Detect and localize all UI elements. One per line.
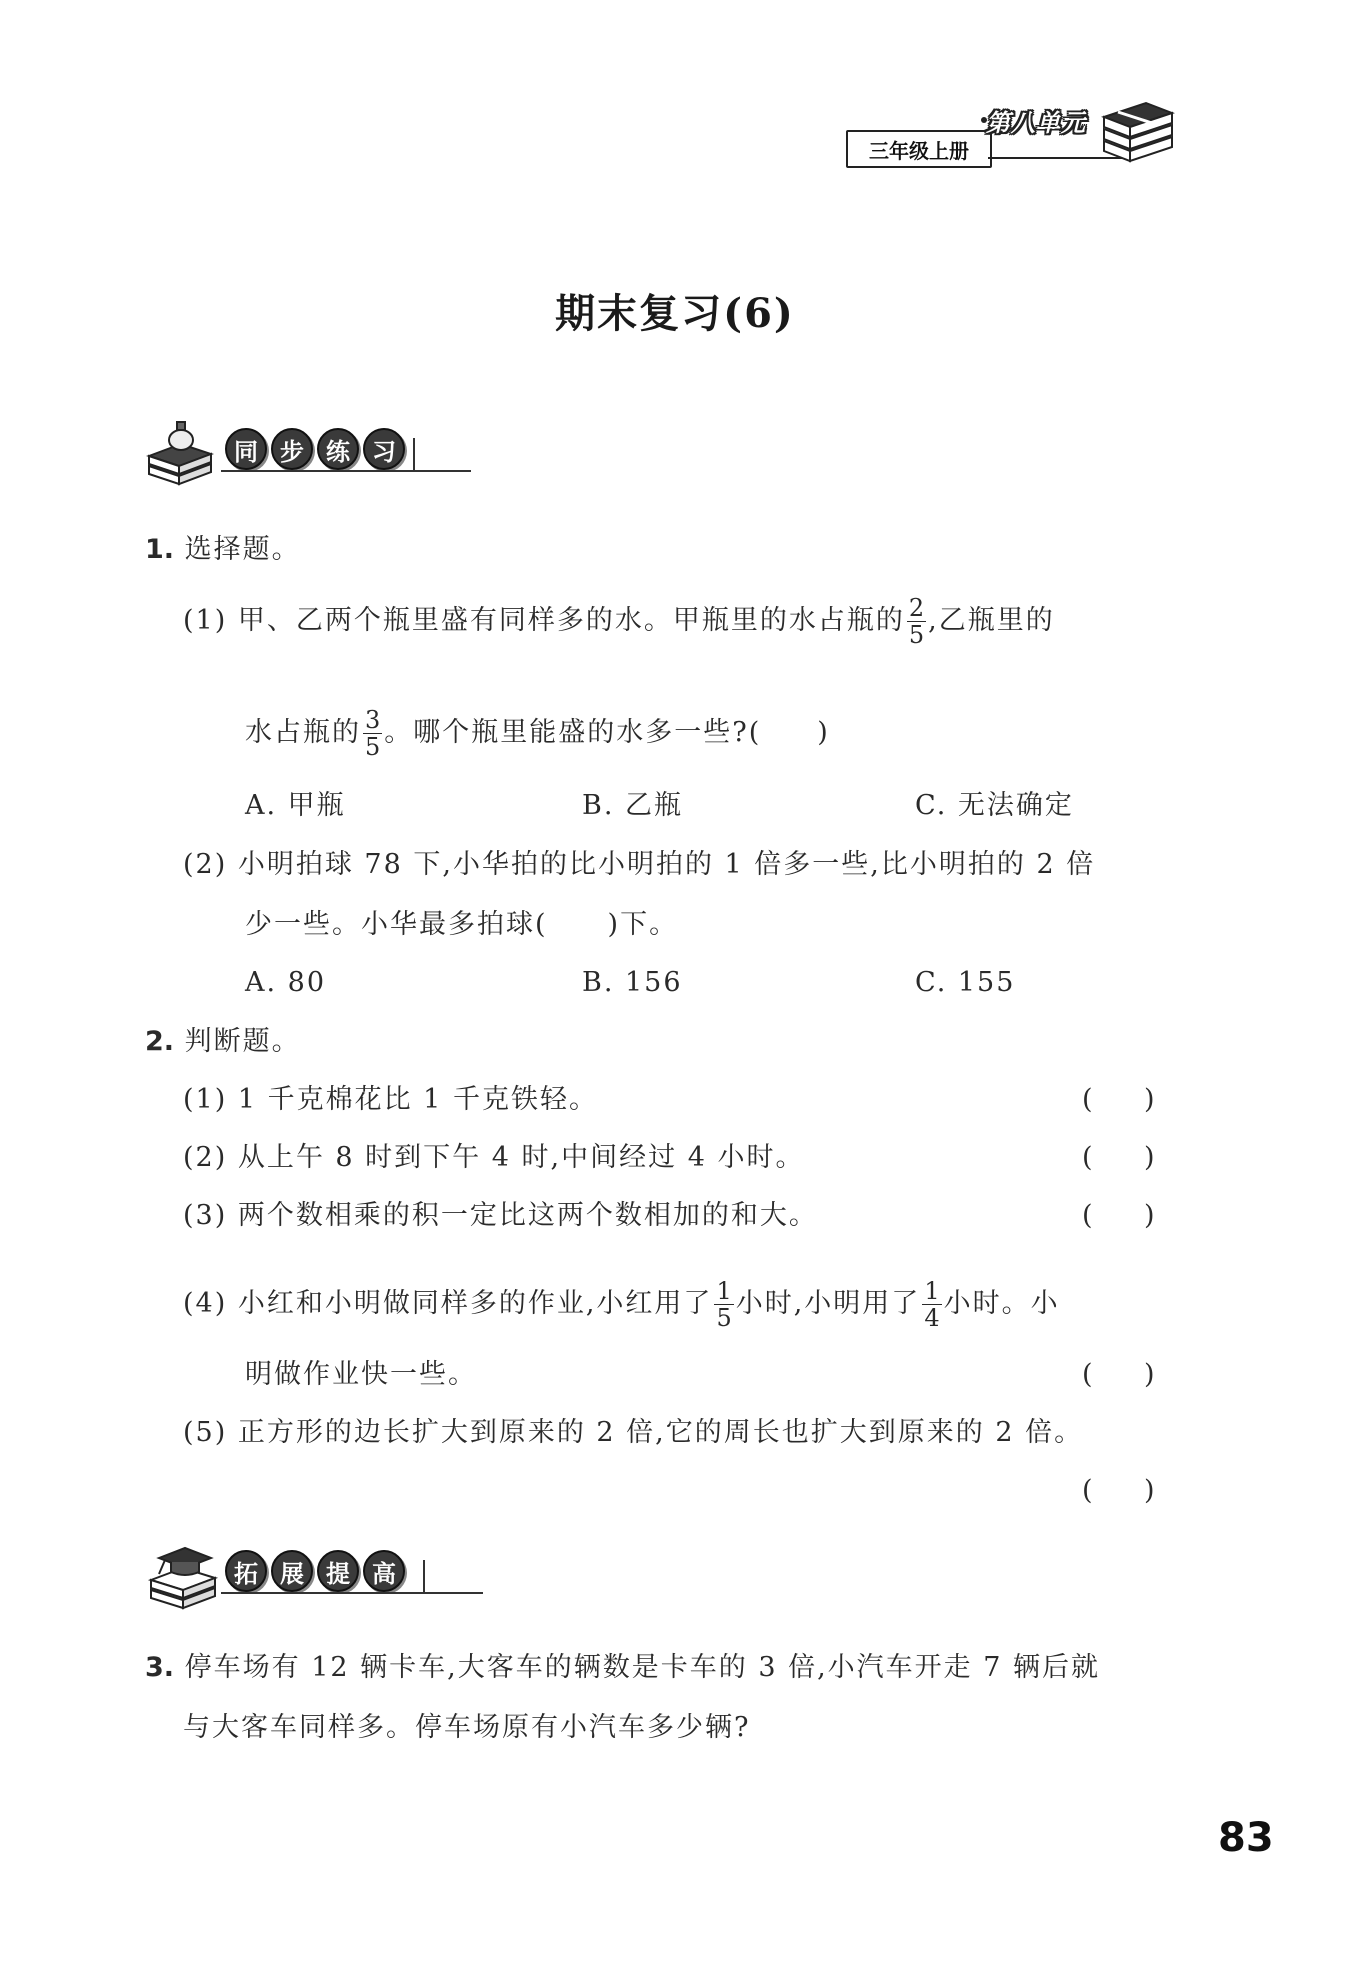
q3-text-b: 与大客车同样多。停车场原有小汽车多少辆? (183, 1712, 751, 1743)
books-icon (1096, 95, 1176, 165)
page-number: 83 (1218, 1815, 1274, 1861)
q2-item-label: (2) (183, 1142, 228, 1173)
section-char: 提 (317, 1550, 359, 1592)
page-title: 期末复习(6) (555, 290, 795, 337)
frac-num: 1 (924, 1277, 940, 1305)
paren-close: ) (1144, 1142, 1155, 1173)
q2-item4-text-c: 小时。小 (943, 1288, 1060, 1319)
frac-num: 3 (365, 706, 381, 734)
fraction-2-5 (907, 595, 926, 648)
q2-item-2 (183, 1138, 804, 1178)
books-lamp-icon (145, 418, 225, 488)
frac-num: 2 (908, 594, 925, 622)
section-char: 练 (317, 428, 359, 470)
paren-close: ) (1144, 1359, 1155, 1390)
q2-item-label: (3) (183, 1200, 228, 1231)
banner-endcap (423, 1560, 425, 1594)
answer-paren[interactable] (1082, 1080, 1155, 1120)
q1-sub2-option-c[interactable]: C. 155 (915, 967, 1016, 998)
grade-label: 三年级上册 (846, 130, 992, 168)
frac-den: 5 (716, 1304, 732, 1332)
q1-sub2-text-c: )下。 (607, 909, 679, 940)
q1-sub1-text-e: ) (817, 717, 830, 748)
answer-paren[interactable] (1082, 1196, 1155, 1236)
section-title-extension (225, 1550, 405, 1592)
section-char: 拓 (225, 1550, 267, 1592)
section-char: 步 (271, 428, 313, 470)
section-char: 高 (363, 1550, 405, 1592)
q2-item-4-line2 (245, 1355, 477, 1395)
paren-close: ) (1144, 1084, 1155, 1115)
frac-den: 5 (365, 733, 381, 761)
paren-open: ( (1082, 1142, 1093, 1173)
q1-sub2-text-a: 小明拍球 78 下,小华拍的比小明拍的 1 倍多一些,比小明拍的 2 倍 (237, 849, 1096, 880)
q1-number: 1. (145, 534, 175, 565)
q3-number: 3. (145, 1652, 175, 1683)
q2-item-text: 1 千克棉花比 1 千克铁轻。 (237, 1084, 598, 1115)
q2-item-text: 从上午 8 时到下午 4 时,中间经过 4 小时。 (237, 1142, 805, 1173)
q2-number: 2. (145, 1026, 175, 1057)
answer-paren[interactable] (1082, 1355, 1155, 1395)
q1-sub1-text-c: 水占瓶的 (245, 717, 361, 748)
answer-paren[interactable] (1082, 1471, 1155, 1511)
books-graduation-cap-icon (145, 1540, 225, 1610)
q2-heading (145, 1022, 301, 1062)
q1-sub1-line1 (183, 595, 1055, 648)
q2-item-label: (4) (183, 1288, 228, 1319)
frac-den: 4 (924, 1304, 940, 1332)
q1-sub2-label: (2) (183, 849, 228, 880)
q1-sub2-text-b: 少一些。小华最多拍球( (245, 909, 548, 940)
header-badge (846, 95, 1176, 175)
frac-den: 5 (908, 621, 925, 649)
q3-text-a: 停车场有 12 辆卡车,大客车的辆数是卡车的 3 倍,小汽车开走 7 辆后就 (184, 1652, 1101, 1683)
q1-sub1-text-a: 甲、乙两个瓶里盛有同样多的水。甲瓶里的水占瓶的 (237, 605, 905, 636)
paren-close: ) (1144, 1475, 1155, 1506)
q1-sub1-option-a[interactable]: A. 甲瓶 (245, 790, 346, 821)
frac-num: 1 (716, 1277, 732, 1305)
paren-open: ( (1082, 1359, 1093, 1390)
q2-item-text: 正方形的边长扩大到原来的 2 倍,它的周长也扩大到原来的 2 倍。 (237, 1417, 1084, 1448)
q1-sub1-option-b[interactable]: B. 乙瓶 (582, 790, 684, 821)
q1-sub1-option-c[interactable]: C. 无法确定 (915, 790, 1074, 821)
q2-item-5 (183, 1413, 1083, 1453)
section-banner-extension (145, 1540, 425, 1610)
q1-sub2-option-a[interactable]: A. 80 (245, 967, 327, 998)
q2-item-text: 两个数相乘的积一定比这两个数相加的和大。 (237, 1200, 818, 1231)
q1-sub1-text-b: ,乙瓶里的 (928, 605, 1055, 636)
q1-sub2-option-b[interactable]: B. 156 (582, 967, 683, 998)
paren-open: ( (1082, 1200, 1093, 1231)
q1-sub1-text-d: 。哪个瓶里能盛的水多一些?( (384, 717, 762, 748)
fraction-3-5 (363, 707, 382, 760)
section-title-practice (225, 428, 405, 470)
q2-item4-text-a: 小红和小明做同样多的作业,小红用了 (237, 1288, 713, 1319)
fraction-1-4 (922, 1278, 941, 1331)
q1-title: 选择题。 (184, 534, 301, 565)
q3-line2 (183, 1708, 750, 1748)
q1-sub2-line2 (245, 905, 678, 945)
section-char: 展 (271, 1550, 313, 1592)
banner-underline (221, 470, 471, 472)
q1-sub2-line1 (183, 845, 1095, 885)
q3-line1 (145, 1648, 1100, 1688)
banner-underline (221, 1592, 483, 1594)
fraction-1-5 (714, 1278, 733, 1331)
q2-item4-text-d: 明做作业快一些。 (245, 1359, 477, 1390)
q1-sub1-line2 (245, 707, 830, 760)
q2-item-4-line1 (183, 1278, 1060, 1331)
q2-item-3 (183, 1196, 818, 1236)
answer-paren[interactable] (1082, 1138, 1155, 1178)
banner-endcap (413, 438, 415, 472)
q2-item-label: (1) (183, 1084, 228, 1115)
section-banner-practice (145, 418, 415, 488)
q2-title: 判断题。 (184, 1026, 301, 1057)
unit-label: 第八单元 (986, 109, 1086, 137)
q2-item-1 (183, 1080, 598, 1120)
q1-heading (145, 530, 301, 570)
paren-open: ( (1082, 1084, 1093, 1115)
q2-item-label: (5) (183, 1417, 228, 1448)
paren-close: ) (1144, 1200, 1155, 1231)
section-char: 同 (225, 428, 267, 470)
paren-open: ( (1082, 1475, 1093, 1506)
q2-item4-text-b: 小时,小明用了 (735, 1288, 921, 1319)
section-char: 习 (363, 428, 405, 470)
q1-sub1-label: (1) (183, 605, 228, 636)
